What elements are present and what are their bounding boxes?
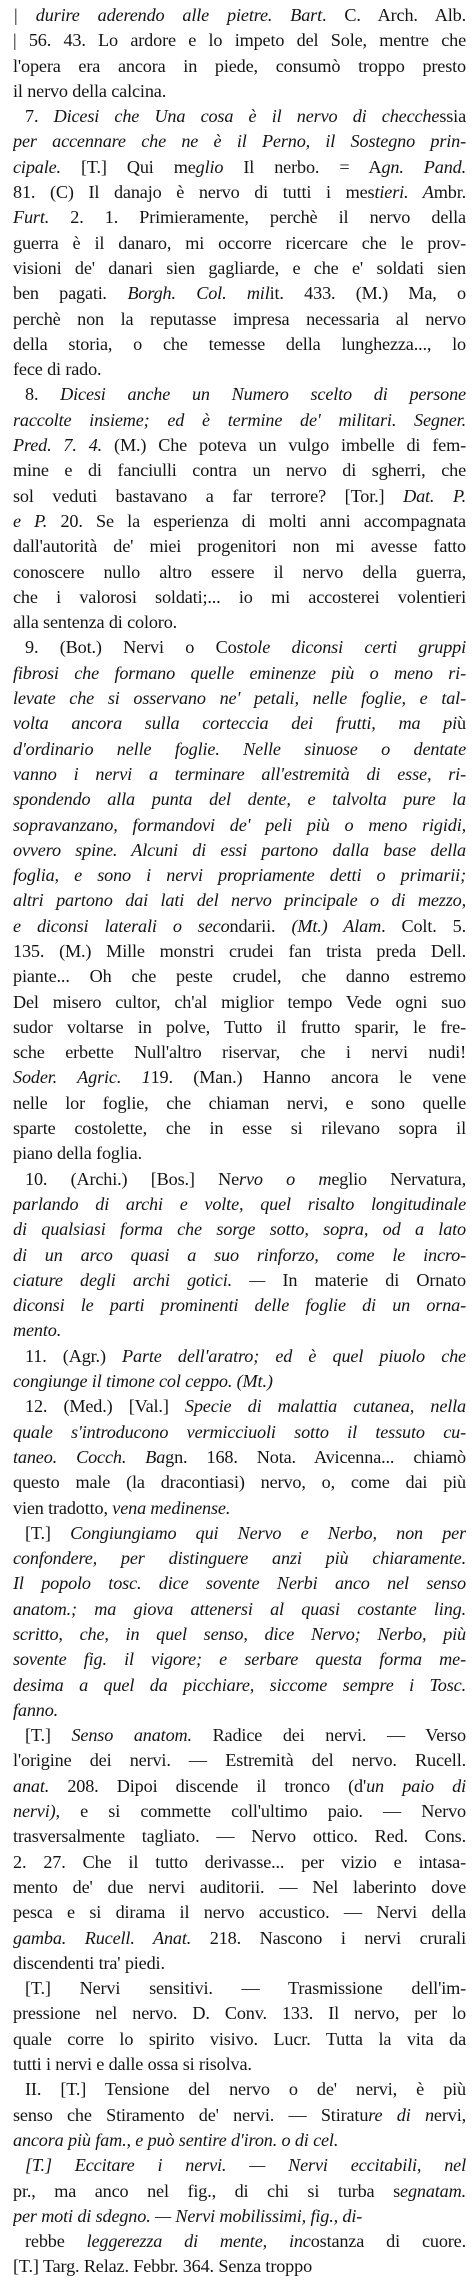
text-line: sovente fig. il vigore; e serbare questa forma me- bbox=[13, 1649, 466, 1670]
text-line: cipale. [T.] Qui meglio Il nerbo. = Agn. Pand. bbox=[13, 156, 466, 177]
text-line: mine e di fanciulli contra un nervo di sgherri, che bbox=[13, 460, 466, 481]
text-line: senso che Stiramento de' nervi. — Stirature di nervi, bbox=[13, 2104, 466, 2125]
text-line: anatom.; ma giova attenersi al quasi costante ling. bbox=[13, 1598, 466, 1619]
text-line: confondere, per distinguere anzi più chiaramente. bbox=[13, 1548, 466, 1569]
text-line: raccolte insieme; ed è termine de' militari. Segner. bbox=[13, 409, 466, 430]
text-line: altri partono dai lati del nervo principale o di mezzo, bbox=[13, 890, 466, 911]
text-line: Il popolo tosc. dice sovente Nerbi anco nel senso bbox=[13, 1573, 466, 1594]
text-line: | durire aderendo alle pietre. Bart. C. Arch. Alb. bbox=[13, 5, 466, 25]
text-line: sche erbette Null'altro riservar, che i nervi nudi! bbox=[13, 1042, 466, 1063]
text-line: parlando di archi e volte, quel risalto longitudinale bbox=[13, 1193, 466, 1214]
text-line: per moti di sdegno. — Nervi mobilissimi, fig., di- bbox=[13, 2205, 363, 2226]
text-line: spondendo alla punta del dente, e talvolta pure la bbox=[13, 789, 466, 810]
text-line: il nervo della calcina. bbox=[13, 80, 167, 101]
text-line: guerra è il danaro, mi occorre ricercare che le prov- bbox=[13, 232, 466, 253]
text-line: mento de' due nervi auditorii. — Nel laberinto dove bbox=[13, 1876, 466, 1897]
text-line: 11. (Agr.) Parte dell'aratro; ed è quel piuolo che bbox=[25, 1345, 466, 1366]
text-line: perchè non la reputasse impresa necessaria al nervo bbox=[13, 308, 466, 329]
text-line: e diconsi laterali o secondarii. (Mt.) Alam. Colt. 5. bbox=[13, 915, 466, 936]
text-line: pressione nel nervo. D. Conv. 133. Il nervo, per lo bbox=[13, 2003, 466, 2024]
text-line: | 56. 43. Lo ardore e lo impeto del Sole, mentre che bbox=[13, 30, 466, 51]
text-line: conoscere nullo altro essere il nervo della guerra, bbox=[13, 561, 466, 582]
text-line: di qualsiasi forma che sorge sotto, sopra, od a lato bbox=[13, 1219, 466, 1240]
text-line: [T.] Congiungiamo qui Nervo e Nerbo, non per bbox=[25, 1522, 466, 1543]
text-line: congiunge il timone col ceppo. (Mt.) bbox=[13, 1371, 273, 1392]
text-line: e P. 20. Se la esperienza di molti anni accompagnata bbox=[13, 510, 466, 531]
text-line: fanno. bbox=[13, 1699, 59, 1720]
text-line: della storia, o che temesse della lunghezza..., lo bbox=[13, 333, 466, 354]
text-line: Furt. 2. 1. Primieramente, perchè il nervo della bbox=[13, 207, 466, 228]
text-line: 81. (C) Il danajo è nervo di tutti i mestieri. Ambr. bbox=[13, 182, 466, 203]
text-line: 8. Dicesi anche un Numero scelto di persone bbox=[25, 384, 466, 405]
text-line: l'opera era ancora in piede, consumò troppo presto bbox=[13, 55, 466, 76]
text-line: ben pagati. Borgh. Col. milit. 433. (M.) Ma, o bbox=[13, 283, 466, 304]
text-line: sudor voltarse in polve, Tutto il frutto sparir, le fre- bbox=[13, 1016, 466, 1037]
text-line: vanno i nervi a terminare all'estremità di esse, ri- bbox=[13, 763, 466, 784]
text-line: sol veduti bastavano a far terrore? [Tor.] Dat. P. bbox=[13, 485, 466, 506]
text-line: nervi), e si commette coll'ultimo paio. — Nervo bbox=[13, 1801, 466, 1822]
text-line: questo male (la dracontiasi) nervo, o, come dai più bbox=[13, 1472, 466, 1493]
text-line: gamba. Rucell. Anat. 218. Nascono i nervi crurali bbox=[13, 1927, 466, 1948]
text-line: tutti i nervi e dalle ossa si risolva. bbox=[13, 2054, 252, 2075]
text-line: ciature degli archi gotici. — In materie di Ornato bbox=[13, 1269, 466, 1290]
text-line: diconsi le parti prominenti delle foglie di un orna- bbox=[13, 1295, 466, 1316]
text-line: pr., ma anco nel fig., di chi si turba segnatam. bbox=[13, 2180, 466, 2201]
text-line: fece di rado. bbox=[13, 359, 102, 380]
text-line: pesca e si dirama il nervo accustico. — Nervi della bbox=[13, 1902, 466, 1923]
text-line: 12. (Med.) [Val.] Specie di malattia cutanea, nella bbox=[25, 1396, 466, 1417]
text-line: 10. (Archi.) [Bos.] Nervo o meglio Nervatura, bbox=[25, 1168, 466, 1189]
text-line: [T.] Eccitare i nervi. — Nervi eccitabili, nel bbox=[25, 2155, 466, 2176]
text-line: vien tradotto, vena medinense. bbox=[13, 1497, 231, 1518]
text-line: piante... Oh che peste crudel, che danno estremo bbox=[13, 966, 466, 987]
text-line: [T.] Targ. Relaz. Febbr. 364. Senza troppo bbox=[13, 2256, 313, 2277]
text-line: anat. 208. Dipoi discende il tronco (d'un paio di bbox=[13, 1775, 466, 1796]
text-line: sopravanzano, formandovi de' peli più o meno rigidi, bbox=[13, 814, 466, 835]
text-line: desima a quel da picchiare, siccome sempre i Tosc. bbox=[13, 1674, 466, 1695]
text-line: trasversalmente tagliato. — Nervo ottico. Red. Cons. bbox=[13, 1826, 466, 1847]
text-line: volta ancora sulla corteccia dei frutti, ma più bbox=[13, 713, 466, 734]
text-line: l'origine dei nervi. — Estremità del nervo. Rucell. bbox=[13, 1750, 466, 1771]
text-line: fibrosi che formano quelle eminenze più o meno ri- bbox=[13, 662, 466, 683]
text-line: [T.] Senso anatom. Radice dei nervi. — Verso bbox=[25, 1725, 466, 1746]
text-line: II. [T.] Tensione del nervo o de' nervi, è più bbox=[25, 2079, 466, 2100]
text-line: sparte costolette, che in esse si rilevano sopra il bbox=[13, 1118, 466, 1139]
text-line: 135. (M.) Mille monstri crudei fan trista preda Dell. bbox=[13, 940, 466, 961]
text-line: ancora più fam., e può sentire d'iron. o di cel. bbox=[13, 2129, 339, 2150]
text-line: per accennare che ne è il Perno, il Sostegno prin- bbox=[13, 131, 466, 152]
text-line: [T.] Nervi sensitivi. — Trasmissione dell'im- bbox=[25, 1978, 466, 1999]
text-line: levate che si osservano ne' petali, nelle foglie, e tal- bbox=[13, 688, 466, 709]
text-line: quale corre lo spirito visivo. Lucr. Tutta la vita da bbox=[13, 2028, 466, 2049]
text-line: mento. bbox=[13, 1320, 62, 1341]
text-line: quale s'introducono vermicciuoli sotto il tessuto cu- bbox=[13, 1421, 466, 1442]
text-line: visioni de' danari sien gagliarde, e che e' soldati sien bbox=[13, 257, 466, 278]
text-line: discendenti tra' piedi. bbox=[13, 1952, 165, 1973]
text-line: ovvero spine. Alcuni di essi partono dalla base della bbox=[13, 839, 466, 860]
text-line: Pred. 7. 4. (M.) Che poteva un vulgo imbelle di fem- bbox=[13, 435, 466, 456]
text-line: 9. (Bot.) Nervi o Costole diconsi certi gruppi bbox=[25, 637, 466, 658]
text-line: 7. Dicesi che Una cosa è il nervo di checchessia bbox=[25, 106, 466, 127]
text-column bbox=[13, 3, 466, 2280]
text-line: di un arco quasi a suo rinforzo, come le incro- bbox=[13, 1244, 466, 1265]
text-line: Del misero cultor, ch'al miglior tempo Vede ogni suo bbox=[13, 991, 466, 1012]
text-line: taneo. Cocch. Bagn. 168. Nota. Avicenna... chiamò bbox=[13, 1446, 466, 1467]
text-line: piano della foglia. bbox=[13, 1143, 142, 1164]
text-line: foglia, e sono i nervi propriamente detti o primarii; bbox=[13, 865, 466, 886]
text-line: dall'autorità de' miei progenitori non mi avesse fatto bbox=[13, 536, 466, 557]
text-line: rebbe leggerezza di mente, incostanza di cuore. bbox=[25, 2231, 466, 2252]
text-line: Soder. Agric. 119. (Man.) Hanno ancora le vene bbox=[13, 1067, 466, 1088]
text-line: nelle lor foglie, che chiaman nervi, e sono quelle bbox=[13, 1092, 466, 1113]
text-line: che i valorosi soldati;... io mi accosterei volentieri bbox=[13, 586, 466, 607]
text-line: 2. 27. Che il tutto derivasse... per vizio e intasa- bbox=[13, 1851, 466, 1872]
text-line: scritto, che, in quel senso, dice Nervo; Nerbo, più bbox=[13, 1624, 466, 1644]
text-line: d'ordinario nelle foglie. Nelle sinuose o dentate bbox=[13, 738, 466, 759]
text-line: alla sentenza di coloro. bbox=[13, 612, 178, 633]
